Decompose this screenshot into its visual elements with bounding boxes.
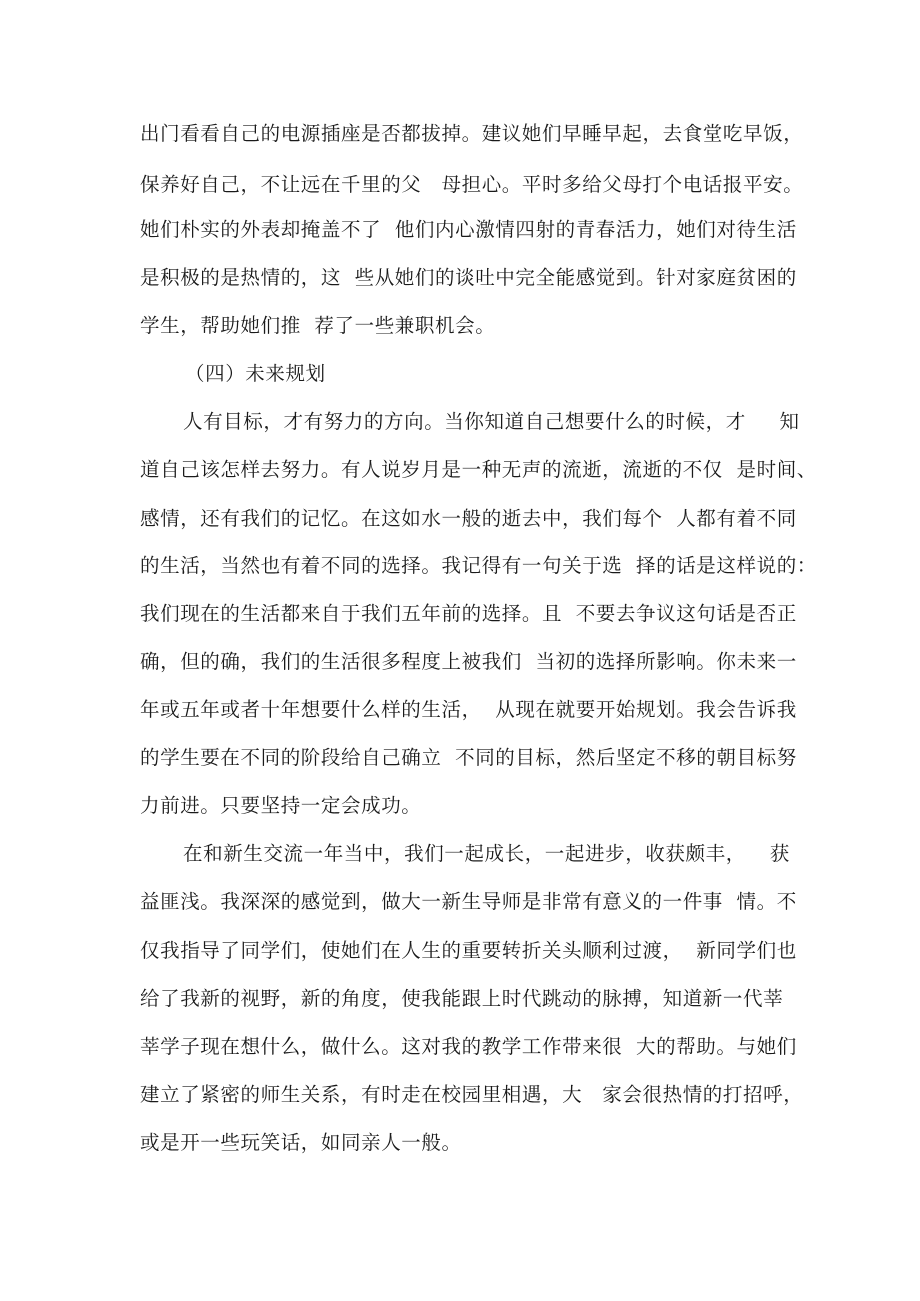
text-line: 给了我新的视野，新的角度，使我能跟上时代跳动的脉搏，知道新一代莘 — [140, 987, 784, 1010]
text-line: 仅我指导了同学们，使她们在人生的重要转折关头顺利过渡， 新同学们也 — [140, 939, 797, 962]
text-line: 力前进。只要坚持一定会成功。 — [140, 794, 422, 817]
text-line: 我们现在的生活都来自于我们五年前的选择。且 不要去争议这句话是否正 — [140, 602, 797, 625]
text-line: 是积极的是热情的，这 些从她们的谈吐中完全能感觉到。针对家庭贫困的 — [140, 266, 797, 289]
text-line: 学生，帮助她们推 荐了一些兼职机会。 — [140, 314, 496, 337]
text-line: 的生活，当然也有着不同的选择。我记得有一句关于选 择的话是这样说的： — [140, 554, 817, 577]
text-line: 确，但的确，我们的生活很多程度上被我们 当初的选择所影响。你未来一 — [140, 650, 797, 673]
text-line: 在和新生交流一年当中，我们一起成长，一起进步，收获颇丰， 获 — [183, 842, 790, 865]
text-line: 或是开一些玩笑话，如同亲人一般。 — [140, 1131, 462, 1154]
text-line: 莘学子现在想什么，做什么。这对我的教学工作带来很 大的帮助。与她们 — [140, 1035, 797, 1058]
text-line: 年或五年或者十年想要什么样的生活， 从现在就要开始规划。我会告诉我 — [140, 698, 797, 721]
section-heading: （四）未来规划 — [185, 362, 326, 385]
text-line: 建立了紧密的师生关系，有时走在校园里相遇，大 家会很热情的打招呼， — [140, 1083, 804, 1106]
text-line: 保养好自己，不让远在千里的父 母担心。平时多给父母打个电话报平安。 — [140, 173, 804, 196]
text-line: 道自己该怎样去努力。有人说岁月是一种无声的流逝，流逝的不仅 是时间、 — [140, 458, 817, 481]
text-line: 益匪浅。我深深的感觉到，做大一新生导师是非常有意义的一件事 情。不 — [140, 890, 797, 913]
text-line: 人有目标，才有努力的方向。当你知道自己想要什么的时候，才 知 — [183, 410, 800, 433]
text-line: 的学生要在不同的阶段给自己确立 不同的目标，然后坚定不移的朝目标努 — [140, 746, 797, 769]
text-line: 她们朴实的外表却掩盖不了 他们内心激情四射的青春活力，她们对待生活 — [140, 218, 797, 241]
text-line: 出门看看自己的电源插座是否都拔掉。建议她们早睡早起，去食堂吃早饭， — [140, 122, 804, 145]
text-line: 感情，还有我们的记忆。在这如水一般的逝去中，我们每个 人都有着不同 — [140, 507, 797, 530]
